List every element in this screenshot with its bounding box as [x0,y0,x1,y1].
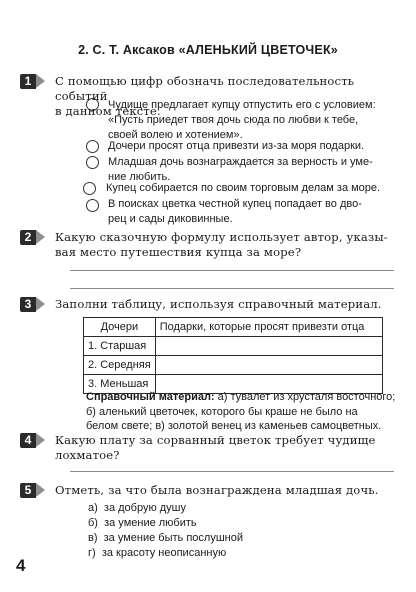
option-line: В поисках цветка честной купец попадает во дво- [108,198,362,210]
question-2-text [55,230,400,260]
question-text-line: Какую плату за сорванный цветок требует чудище [55,433,376,447]
reference-line: а) тувалет из хрусталя восточного; [214,391,396,403]
question-text-line: лохматое? [55,448,120,462]
option-4-text [106,181,406,196]
question-number: 3 [20,297,36,312]
table-header-daughters: Дочери [84,318,156,337]
page-number: 4 [16,556,26,575]
question-1-badge [20,74,47,89]
sequence-circle-2[interactable] [86,140,99,153]
answer-letter: в) [88,532,98,544]
table-cell-gift[interactable] [155,337,382,356]
table-cell-daughter: 2. Середняя [84,356,156,375]
answer-letter: г) [88,547,96,559]
table-header-gifts: Подарки, которые просят привезти отца [155,318,382,337]
table-cell-daughter: 3. Меньшая [84,375,156,394]
answer-option[interactable] [88,516,388,531]
option-line: своей волею и хотением». [108,129,243,141]
answer-letter: а) [88,502,98,514]
option-line: «Пусть приедет твоя дочь сюда по любви к тебе, [108,114,359,126]
reference-line: белом свете; в) золотой венец из каменьев самоцветных. [86,420,382,432]
answer-line[interactable] [70,288,394,289]
question-number: 5 [20,483,36,498]
reference-line: б) аленький цветочек, которого бы краше не было на [86,405,358,418]
answer-option[interactable] [88,546,388,561]
answer-text: за умение любить [104,517,197,529]
question-text-line: С помощью цифр обозначь последовательность событий [55,74,355,103]
answer-text: за умение быть послушной [103,532,243,544]
question-number: 1 [20,74,36,89]
question-3-badge [20,297,47,312]
question-5-badge [20,483,47,498]
question-text-line: Какую сказочную формулу использует автор, указы- [55,230,388,244]
option-2-text [108,139,408,154]
answer-line[interactable] [70,270,394,271]
question-text-line: в данном тексте. [55,104,161,118]
option-line: ние любить. [108,171,171,183]
table-cell-gift[interactable] [155,356,382,375]
answer-text: за красоту неописанную [101,547,227,559]
option-line: рец и сады диковинные. [108,213,233,225]
table-cell-daughter: 1. Старшая [84,337,156,356]
sequence-circle-3[interactable] [86,156,99,169]
sequence-circle-5[interactable] [86,199,99,212]
reference-material [86,390,406,434]
sequence-circle-4[interactable] [83,182,96,195]
question-2-badge [20,230,47,245]
option-5-text [108,197,408,227]
reference-label: Справочный материал: [86,391,215,403]
sequence-circle-1[interactable] [86,98,99,111]
page-title: 2. С. Т. Аксаков «АЛЕНЬКИЙ ЦВЕТОЧЕК» [78,43,338,57]
answer-option[interactable] [88,501,388,516]
answer-text: за добрую душу [103,502,187,514]
option-line: Купец собирается по своим торговым делам за море. [106,182,381,194]
gifts-table [83,317,383,394]
table-row [84,337,383,356]
table-row [84,356,383,375]
answer-letter: б) [88,517,98,529]
question-5-text: Отметь, за что была вознаграждена младшая дочь. [55,483,379,497]
question-text-line: вая место путешествия купца за море? [55,245,302,259]
question-4-badge [20,433,47,448]
question-number: 2 [20,230,36,245]
answer-line[interactable] [70,471,394,472]
option-1-text [108,98,408,143]
answer-options [88,501,388,561]
question-4-text [55,433,400,463]
question-number: 4 [20,433,36,448]
question-3-text: Заполни таблицу, используя справочный материал. [55,297,382,311]
option-line: Чудище предлагает купцу отпустить его с условием: [108,99,376,111]
option-line: Дочери просят отца привезти из-за моря подарки. [108,140,365,152]
answer-option[interactable] [88,531,388,546]
option-line: Младшая дочь вознаграждается за верность и уме- [108,156,373,168]
